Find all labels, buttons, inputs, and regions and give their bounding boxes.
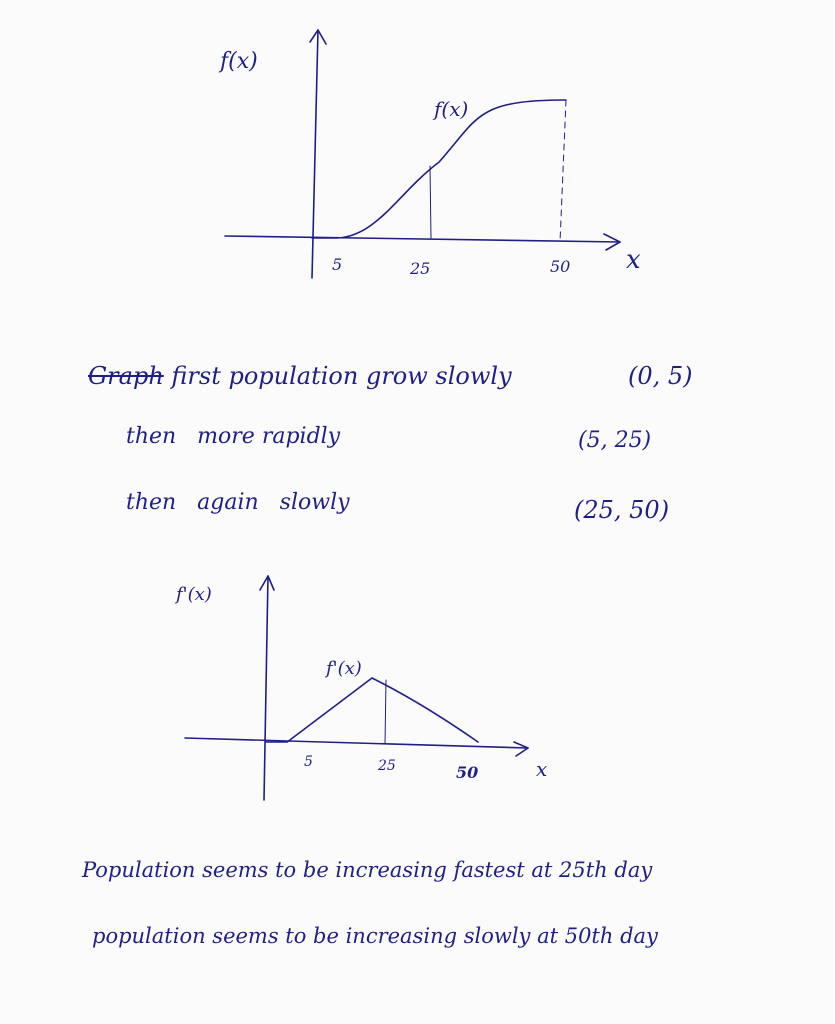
y-axis-label: f(x)	[220, 49, 258, 74]
tick-label-5: 5	[332, 255, 343, 274]
tick-label-50: 50	[456, 763, 479, 782]
guide-25	[385, 680, 386, 744]
tick-label-25: 25	[410, 259, 431, 278]
explanation-line-1-text: first population grow slowly	[171, 362, 512, 390]
curve-label: f'(x)	[326, 658, 362, 679]
explanation-line-2: then more rapidly	[126, 424, 341, 449]
x-axis-arrow	[514, 742, 528, 756]
y-axis-label: f'(x)	[176, 584, 212, 605]
tick-label-50: 50	[550, 257, 571, 276]
explanation-interval-1: (0, 5)	[628, 362, 693, 390]
explanation-interval-3: (25, 50)	[574, 496, 670, 524]
conclusion-line-1: Population seems to be increasing fastest at 25th day	[82, 858, 653, 882]
x-axis	[185, 738, 528, 748]
f-prime-curve	[266, 678, 478, 742]
x-axis-label: x	[626, 245, 641, 275]
tick-label-5: 5	[304, 754, 313, 770]
tick-label-25: 25	[378, 758, 396, 774]
explanation-interval-2: (5, 25)	[578, 428, 652, 453]
y-axis	[264, 576, 268, 800]
struck-word: Graph	[88, 362, 164, 390]
curve-label: f(x)	[434, 97, 469, 121]
explanation-line-3: then again slowly	[126, 490, 350, 515]
conclusion-line-2: population seems to be increasing slowly at 50th day	[92, 924, 658, 948]
x-axis-label: x	[536, 757, 548, 781]
